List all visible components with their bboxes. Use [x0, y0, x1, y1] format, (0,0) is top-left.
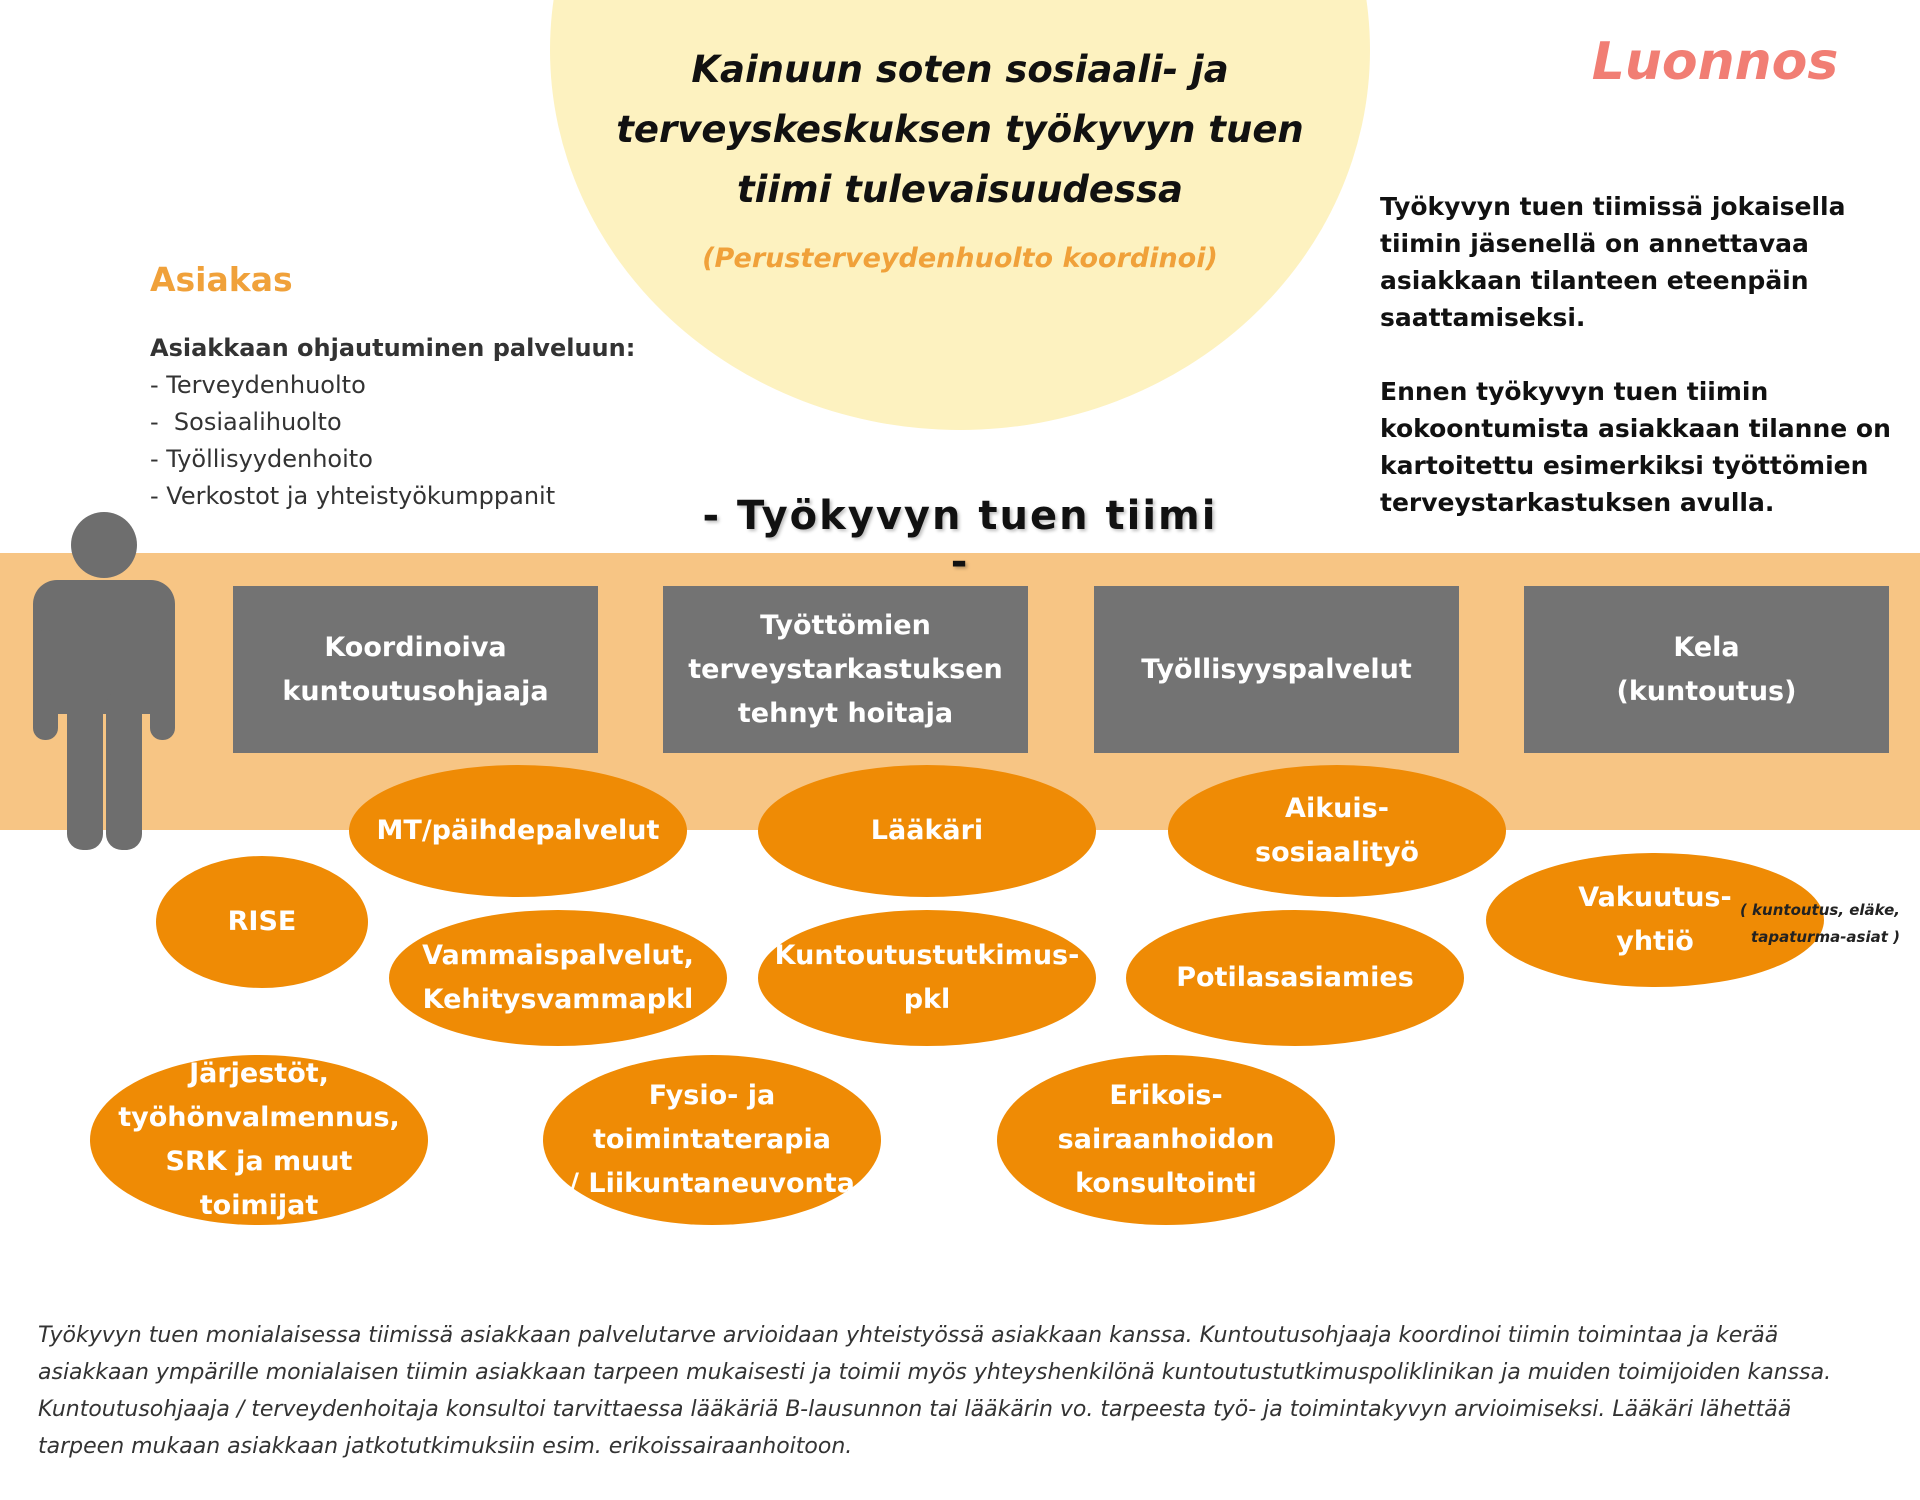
routing-item: - Terveydenhuolto [150, 371, 366, 399]
footer-description: Työkyvyn tuen monialaisessa tiimissä asiakkaan palvelutarve arvioidaan yhteistyössä asiakkaan kanssa. Kuntoutusohjaaja koordinoi tiimin toimintaa ja kerää asiakkaan ympärille monialaisen tiimin asiakkaan tarpeen mukaisesti ja toimii myös yhteyshenkilönä kuntoutustutkimuspoliklinikan ja muiden toimijoiden kanssa. Kuntoutusohjaaja / terveydenhoitaja konsultoi tarvittaessa lääkäriä B-lausunnon tai lääkärin vo. tarpeesta työ- ja toimintakyvyn arvioimiseksi. Lääkäri lähettää tarpeen mukaan asiakkaan jatkotutkimuksiin esim. erikoissairaanhoitoon. [38, 1323, 1832, 1459]
info-paragraph-2: Ennen työkyvyn tuen tiimin kokoontumista asiakkaan tilanne on kartoitettu esimerkiksi työttömien terveystarkastuksen avulla. [1380, 377, 1891, 517]
routing-item: - Verkostot ja yhteistyökumppanit [150, 482, 556, 510]
person-icon [30, 510, 180, 855]
service-physio: Fysio- ja toimintaterapia / Liikuntaneuvonta [543, 1055, 881, 1225]
page-title: Kainuun soten sosiaali- ja terveyskeskuksen työkyvyn tuen tiimi tulevaisuudessa [616, 48, 1304, 211]
insurance-note: ( kuntoutus, eläke, tapaturma-asiat ) [1739, 901, 1900, 946]
routing-title: Asiakkaan ohjautuminen palveluun: [150, 334, 636, 362]
client-heading: Asiakas [150, 260, 293, 299]
team-member-coordinator: Koordinoiva kuntoutusohjaaja [233, 586, 598, 753]
service-specialist-care: Erikois- sairaanhoidon konsultointi [997, 1055, 1335, 1225]
service-patient-ombudsman: Potilasasiamies [1126, 910, 1464, 1046]
service-rehab-clinic: Kuntoutustutkimus- pkl [758, 910, 1096, 1046]
team-member-nurse: Työttömien terveystarkastuksen tehnyt hoitaja [663, 586, 1028, 753]
service-insurance: Vakuutus- yhtiö [1486, 853, 1824, 987]
service-organizations: Järjestöt, työhönvalmennus, SRK ja muut toimijat [90, 1055, 428, 1225]
team-member-employment-services: Työllisyyspalvelut [1094, 586, 1459, 753]
service-disability: Vammaispalvelut, Kehitysvammapkl [389, 910, 727, 1046]
service-rise: RISE [156, 856, 368, 988]
coordination-note: (Perusterveydenhuolto koordinoi) [702, 243, 1218, 274]
info-paragraph-1: Työkyvyn tuen tiimissä jokaisella tiimin jäsenellä on annettavaa asiakkaan tilanteen eteenpäin saattamiseksi. [1380, 192, 1846, 332]
routing-item: - Työllisyydenhoito [150, 445, 373, 473]
team-title: - Työkyvyn tuen tiimi - [702, 493, 1218, 585]
info-text [1380, 188, 1900, 558]
service-mental-health: MT/päihdepalvelut [349, 765, 687, 897]
client-routing [150, 330, 635, 515]
routing-item: - Sosiaalihuolto [150, 408, 342, 436]
service-doctor: Lääkäri [758, 765, 1096, 897]
draft-label: Luonnos [1591, 32, 1839, 92]
team-member-kela: Kela (kuntoutus) [1524, 586, 1889, 753]
service-adult-social-work: Aikuis- sosiaalityö [1168, 765, 1506, 897]
